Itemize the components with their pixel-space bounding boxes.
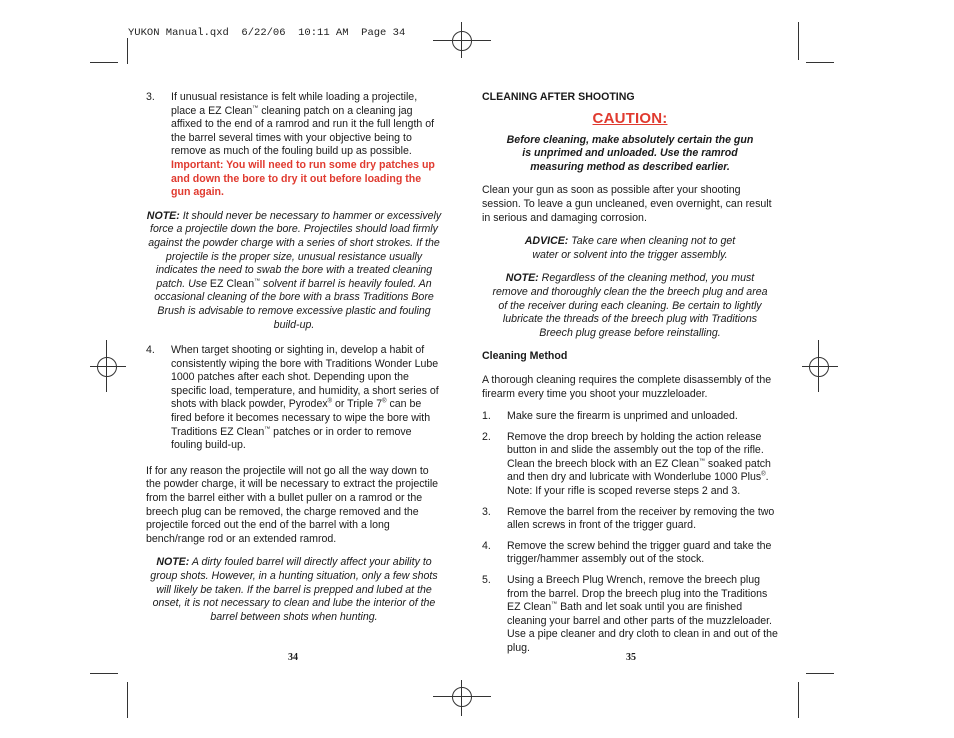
left-page	[146, 91, 442, 624]
list-item: 5. Using a Breech Plug Wrench, remove the breech plug from the barrel. Drop the breech plug into the Traditions EZ Clean™ Bath and let soak until you are finished cleaning your barrel and other parts of the muzzleloader. Use a pipe cleaner and dry cloth to clean in and out of the plug.	[482, 574, 778, 654]
section-heading: CLEANING AFTER SHOOTING	[482, 91, 635, 103]
list-item: 3. Remove the barrel from the receiver by removing the two allen screws in front of the trigger guard.	[482, 505, 775, 532]
list-item: 2. Remove the drop breech by holding the action release button in and slide the assembly out the top of the rifle. Clean the breech block with an EZ Clean™ soaked patch and then dry and lubricate with Wonderlube 1000 Plus®. Note: If your rifle is scoped reverse steps 2 and 3.	[482, 430, 771, 498]
note-block: NOTE: Regardless of the cleaning method, you must remove and thoroughly clean the the breech plug and area of the receiver during each cleaning. Be certain to lightly lubricate the threads of the breech plug with Traditions Breech plug grease before reinstalling.	[492, 272, 768, 339]
list-item: 4. Remove the screw behind the trigger guard and take the trigger/hammer assembly out of the stock.	[482, 539, 772, 566]
right-page	[482, 91, 778, 656]
section-heading: Cleaning Method	[482, 350, 568, 363]
page-number: 35	[626, 652, 636, 663]
crop-mark	[90, 673, 118, 674]
body-paragraph: Clean your gun as soon as possible after your shooting session. To leave a gun uncleaned, even overnight, can result in serious and damaging corrosion.	[482, 184, 772, 224]
important-warning: Important: You will need to run some dry patches up and down the bore to dry it out before loading the gun again.	[171, 158, 435, 199]
registration-circle	[809, 357, 829, 377]
list-item: 4. When target shooting or sighting in, develop a habit of consistently wiping the bore with Traditions Wonder Lube 1000 patches after each shot. Depending upon the specific load, temperature, and humidity, a short series of shots with black powder, Pyrodex® or Triple 7® can be fired before it becomes necessary to wipe the bore with Traditions EZ Clean™ patches or in order to remove fouling build-up.	[146, 344, 439, 452]
page-number: 34	[288, 652, 298, 663]
list-item: 3. If unusual resistance is felt while loading a projectile, place a EZ Clean™ cleaning patch on a cleaning jag affixed to the end of a ramrod and run it the full length of the barrel several times with your objective being to remove as much of the fouling build up as possible. Important: You will need to run some dry patches up and down the bore to dry it out before loading the gun again.	[146, 91, 435, 199]
crop-mark	[127, 682, 128, 718]
crop-mark	[798, 22, 799, 60]
note-block: NOTE: It should never be necessary to hammer or excessively force a projectile down the bore. Projectiles should load firmly against the powder charge with a series of short strokes. If the projectile is the proper size, unusual resistance usually indicates the need to swab the bore with a treated cleaning patch. Use EZ Clean™ solvent if barrel is heavily fouled. An occasional cleaning of the bore with a brass Traditions Bore Brush is advisable to remove excessive plastic and fouling build-up.	[146, 209, 442, 331]
crop-mark	[798, 682, 799, 718]
registration-circle	[452, 687, 472, 707]
registration-circle	[97, 357, 117, 377]
list-item: 1. Make sure the firearm is unprimed and unloaded.	[482, 410, 738, 423]
advice-block: ADVICE: Take care when cleaning not to get water or solvent into the trigger assembly.	[524, 235, 736, 261]
body-paragraph: A thorough cleaning requires the complete disassembly of the firearm every time you shoot your muzzleloader.	[482, 373, 772, 400]
crop-mark	[90, 62, 118, 63]
print-slug: YUKON Manual.qxd 6/22/06 10:11 AM Page 34	[128, 27, 406, 39]
crop-mark	[127, 38, 128, 64]
caution-text: Before cleaning, make absolutely certain the gun is unprimed and unloaded. Use the ramrod measuring method as described earlier.	[506, 133, 754, 173]
note-block: NOTE: A dirty fouled barrel will directly affect your ability to group shots. However, in a hunting situation, only a few shots will likely be taken. If the barrel is prepped and lubed at the onset, it is not necessary to clean and lube the interior of the barrel between shots when hunting.	[150, 556, 438, 623]
caution-heading: CAUTION:	[592, 109, 668, 127]
body-paragraph: If for any reason the projectile will not go all the way down to the powder charge, it will be necessary to extract the projectile from the barrel either with a bullet puller on a ramrod or the breech plug can be removed, the charge removed and the projectile forced out the end of the barrel with a long bench/range rod or an extended ramrod.	[146, 464, 439, 545]
crop-mark	[806, 673, 834, 674]
crop-mark	[806, 62, 834, 63]
registration-circle	[452, 31, 472, 51]
